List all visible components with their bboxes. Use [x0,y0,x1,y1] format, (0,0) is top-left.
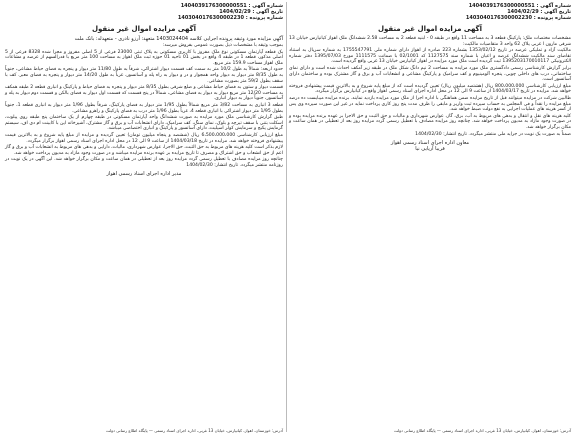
notice-paragraph: چنانچه روز مزایده مصادف با تعطیل رسمی گردد مزایده روز بعد از تعطیلی در همان ساعت و مکان برگزار خواهد شد. این آگهی در یک نوبت در روزنامه منتشر میگردد. تاریخ انتشار: 1404/02/30 [5,157,283,168]
notice-paragraph: قطعه 3 انباری به مساحت 3/82 متر مربع شمالاً بطول 1/95 متر دیوار به فضای پارکینگ، شرقاً بطول 1/96 متر دیوار به انباری قطعه 1، جنوباً بطول 1/95 متر دیوار اشتراکی با انباری قطعه 4، غرباً بطول 1/96 متر درب به فضای پارکینگ و راهرو مشاعی. [5,102,284,114]
notice-paragraph: کلیه هزینه های نقل و انتقال و بدهی های مربوط به آب، برق، گاز، عوارض شهرداری و مالیات و حق الثبت و حق الاجرا بر عهده برنده مزایده بوده و در صورت وجود مازاد به مدیون پرداخت خواهد شد. چنانچه روز مزایده مصادف با تعطیل رسمی گردد مزایده روز بعد از تعطیلی در همان ساعت و مکان برگزار خواهد شد. [289,113,571,130]
notice-paragraph: ضمناً به صورت یک نوبت در جراید ملی منتشر میگردد. تاریخ انتشار: 1404/02/30 [415,131,571,137]
notice-paragraph: بموجب وثیقه با مشخصات ذیل بصورت عمومی بفروش میرسد: [162,43,283,48]
notice-paragraph: طالبین شرکت در مزایده میتوانند قبل از تاریخ مزایده ضمن هماهنگی با اداره اجرا از ملک مورد مزایده بازدید نمایند. برنده مزایده میبایست ده درصد مبلغ مزایده را نقداً و فی المجلس به حساب سپرده ثبت واریز و مابقی را ظرف مدت پنج روز کاری پرداخت نماید در غیر این صورت سپرده وی پس از کسر هزینه های عملیات اجرایی به نفع دولت ضبط خواهد شد. [289,95,571,113]
notice-paragraph: مبلغ ارزیابی کارشناسی 6،500،000،000 ریال (ششصد و پنجاه میلیون تومان) تعیین گردیده و مزایده از مبلغ پایه شروع و به بالاترین قیمت پیشنهادی فروخته خواهد شد. مزایده در تاریخ 1404/03/18 از ساعت 9 الی 12 در محل اداره اجرای اسناد رسمی اهواز برگزار میگردد. [5,132,283,144]
notice-paragraph: مبلغ ارزیابی کارشناسی 800،000،000 ریال (هشتصد میلیون ریال) تعیین گردیده است که از مبلغ پایه شروع و به بالاترین قیمت پیشنهادی فروخته خواهد شد. مزایده در تاریخ 1404/03/17 از ساعت 9 الی 12 در محل اداره اجرای اسناد رسمی اهواز واقع در کیانپارس برگزار میگردد. [289,83,571,95]
notice-paragraph: برابر گزارش کارشناسی رسمی دادگستری ملک مورد مزایده به مساحت 2 نیم دانگ شکل ملک در طبقه زیر آمکف احداث شده است و دارای نمای ساختمانی، درب های داخلی چوبی، پنجره آلومینیوم و کف سرامیک و پارکینگ مشاعی و انشعابات آب و برق و گاز مشترک بوده و ساختمان دارای آسانسور است. [289,65,571,83]
notice-paragraph: مشخصات مختصات ملک: پارکینگ قطعه 3 به مساحت 11 واقع در طبقه 0 - ابنیه قطعه 2 به مساحت 2.58 ششدانگ ملک اهواز کیانپارس خیابان 13 شرقی مارون ا غربی پلاک 62 واحد 3 متقاضیات مالکیت: [289,36,571,47]
meta-label: شماره آگهی : [536,3,571,9]
notice-paragraph: طبق گزارش کارشناسی ملک مورد مزایده به صورت ششدانگ واحد آپارتمان مسکونی در طبقه چهارم از یک ساختمان پنج طبقه روی پیلوت، اسکلت بتنی با سقف تیرچه و بلوک، نمای سنگ، کف سرامیک، دارای انشعابات آب و برق و گاز مشترک، آشپزخانه اپن با کابینت ام دی اف، سیستم گرمایش پکیج و سرمایش کولر اسپلیت، دارای آسانسور و پارکینگ و انباری اختصاصی میباشد. [5,115,283,132]
meta-value: 1403040176300002230 [177,15,244,21]
right-auction-notice [286,0,576,436]
case-number [177,15,283,21]
notice-footer: آدرس: خوزستان، اهواز، کیانپارس، خیابان 13 غربی، اداره اجرای اسناد رسمی — پایگاه اطلاع رسانی دولت [393,428,571,433]
meta-label: تاریخ آگهی : [540,9,571,15]
notice-paragraph: مالکیت آزاد و تملیکی عرصه در تاریخ 1353/02/12 بشماره 223 صادره از اهواز دارای شماره ملی 1755547791 به شماره سریال به استناد تقاضای سند مالکیت ششدانگ عرصه و اعیان با شماره سند 1127575 کد 02/1001 با ضمانت 1111575 مورخ 1395/07/03 دفتر شماره الکترونیکی 1395203170010117 ثبت گردیده است ملک مورد مزایده در اهواز کیانپارس خیابان 13 غربی واقع گردیده است. [289,48,572,65]
meta-value: 1404039176300000551 [180,3,247,9]
meta-value: 1404039176300000551 [468,3,535,9]
notice-paragraph: یک قطعه آپارتمان مسکونی نوع ملک مفروز با کاربری مسکونی به پلاک ثبتی 23000 فرعی از 5 اصلی مفروز و مجزا شده 8328 فرعی از 5 اصلی مذکور، قطعه 1 در طبقه 4 واقع در بخش 01 ناحیه 01 حوزه ثبت ملک اهواز به مساحت 100 متر مربع با قدرالسهم از عرصه و مشاعات ملک اهواز مساحت 159.9 متر مربع. [5,49,284,66]
column-divider [286,2,287,432]
meta-label: شماره پرونده : [245,15,283,21]
notice-footer: آدرس: خوزستان، اهواز، کیانپارس، خیابان 13 غربی، اداره اجرای اسناد رسمی — پایگاه اطلاع رسانی دولت [105,428,283,433]
notice-subtitle: آگهی مزایده مورد وثیقه پرونده اجرایی کلاسه 1403024404 متعهد: آرزو نادری - متعهدله: بانک ملت [74,36,283,42]
meta-label: شماره پرونده : [533,15,571,21]
notice-title: آگهی مزایده اموال غیر منقول [377,25,483,33]
notice-meta [177,3,283,21]
notice-paragraph: لازم بذکر است کلیه هزینه های مربوط به حق الثبت، حق الاجرا، عوارض شهرداری، مالیات، دارایی و بدهی های مربوط به انشعابات آب و برق و گاز اعم از حق انشعاب و حق اشتراک و مصرف تا تاریخ مزایده بر عهده برنده مزایده میباشد و در صورت وجود مازاد به مدیون پرداخت خواهد شد. [5,145,283,156]
meta-value: 1404/02/29 [219,9,251,15]
notice-meta [465,3,571,21]
meta-label: شماره آگهی : [248,3,283,9]
notice-paragraph: قسمت دیوار و ستون به فضای حیاط مشاعی و ضلع شرقی بطول 8/35 متر دیوار و پنجره به فضای حیاط و پارکینگ و انباری قطعه 2 طبقه همکف به مساحت 12/20 متر مربع دیوار به دیوار به فضای مشاعی، شمالاً در پنج قسمت که قسمت اول دیوار به فضای بالکن و قسمت دوم دیوار به پله و آسانسور، جنوباً دیوار به دیوار انباری. [5,85,283,102]
signature-block: مدیر اداره اجرای اسناد رسمی اهواز [106,171,182,178]
meta-label: تاریخ آگهی : [252,9,283,15]
left-auction-notice [0,0,286,436]
signature-block: معاون اداره اجرای اسناد رسمی اهواز فریبا آریایی نیا [390,140,470,153]
meta-value: 1403040176300002230 [465,15,532,21]
notice-paragraph: حدود اربعه: شمالاً به طول 10/2 متر به سمت کف قسمت دیوار اشتراکی، شرقاً به طول 11/80 متر دیوار و پنجره به فضای حیاط مشاعی، جنوباً به طول 8/35 متر دیوار به دیوار واحد همجوار و در و دیوار به راه پله و آسانسور، غرباً به طول 14/20 متر دیوار و پنجره به فضای معبر. کف با سقف بطول 59/2 متر بصورت مشاعی. [5,67,284,84]
notice-title: آگهی مزایده اموال غیر منقول [91,25,197,33]
case-number [465,15,571,21]
meta-value: 1404/02/29 [507,9,539,15]
